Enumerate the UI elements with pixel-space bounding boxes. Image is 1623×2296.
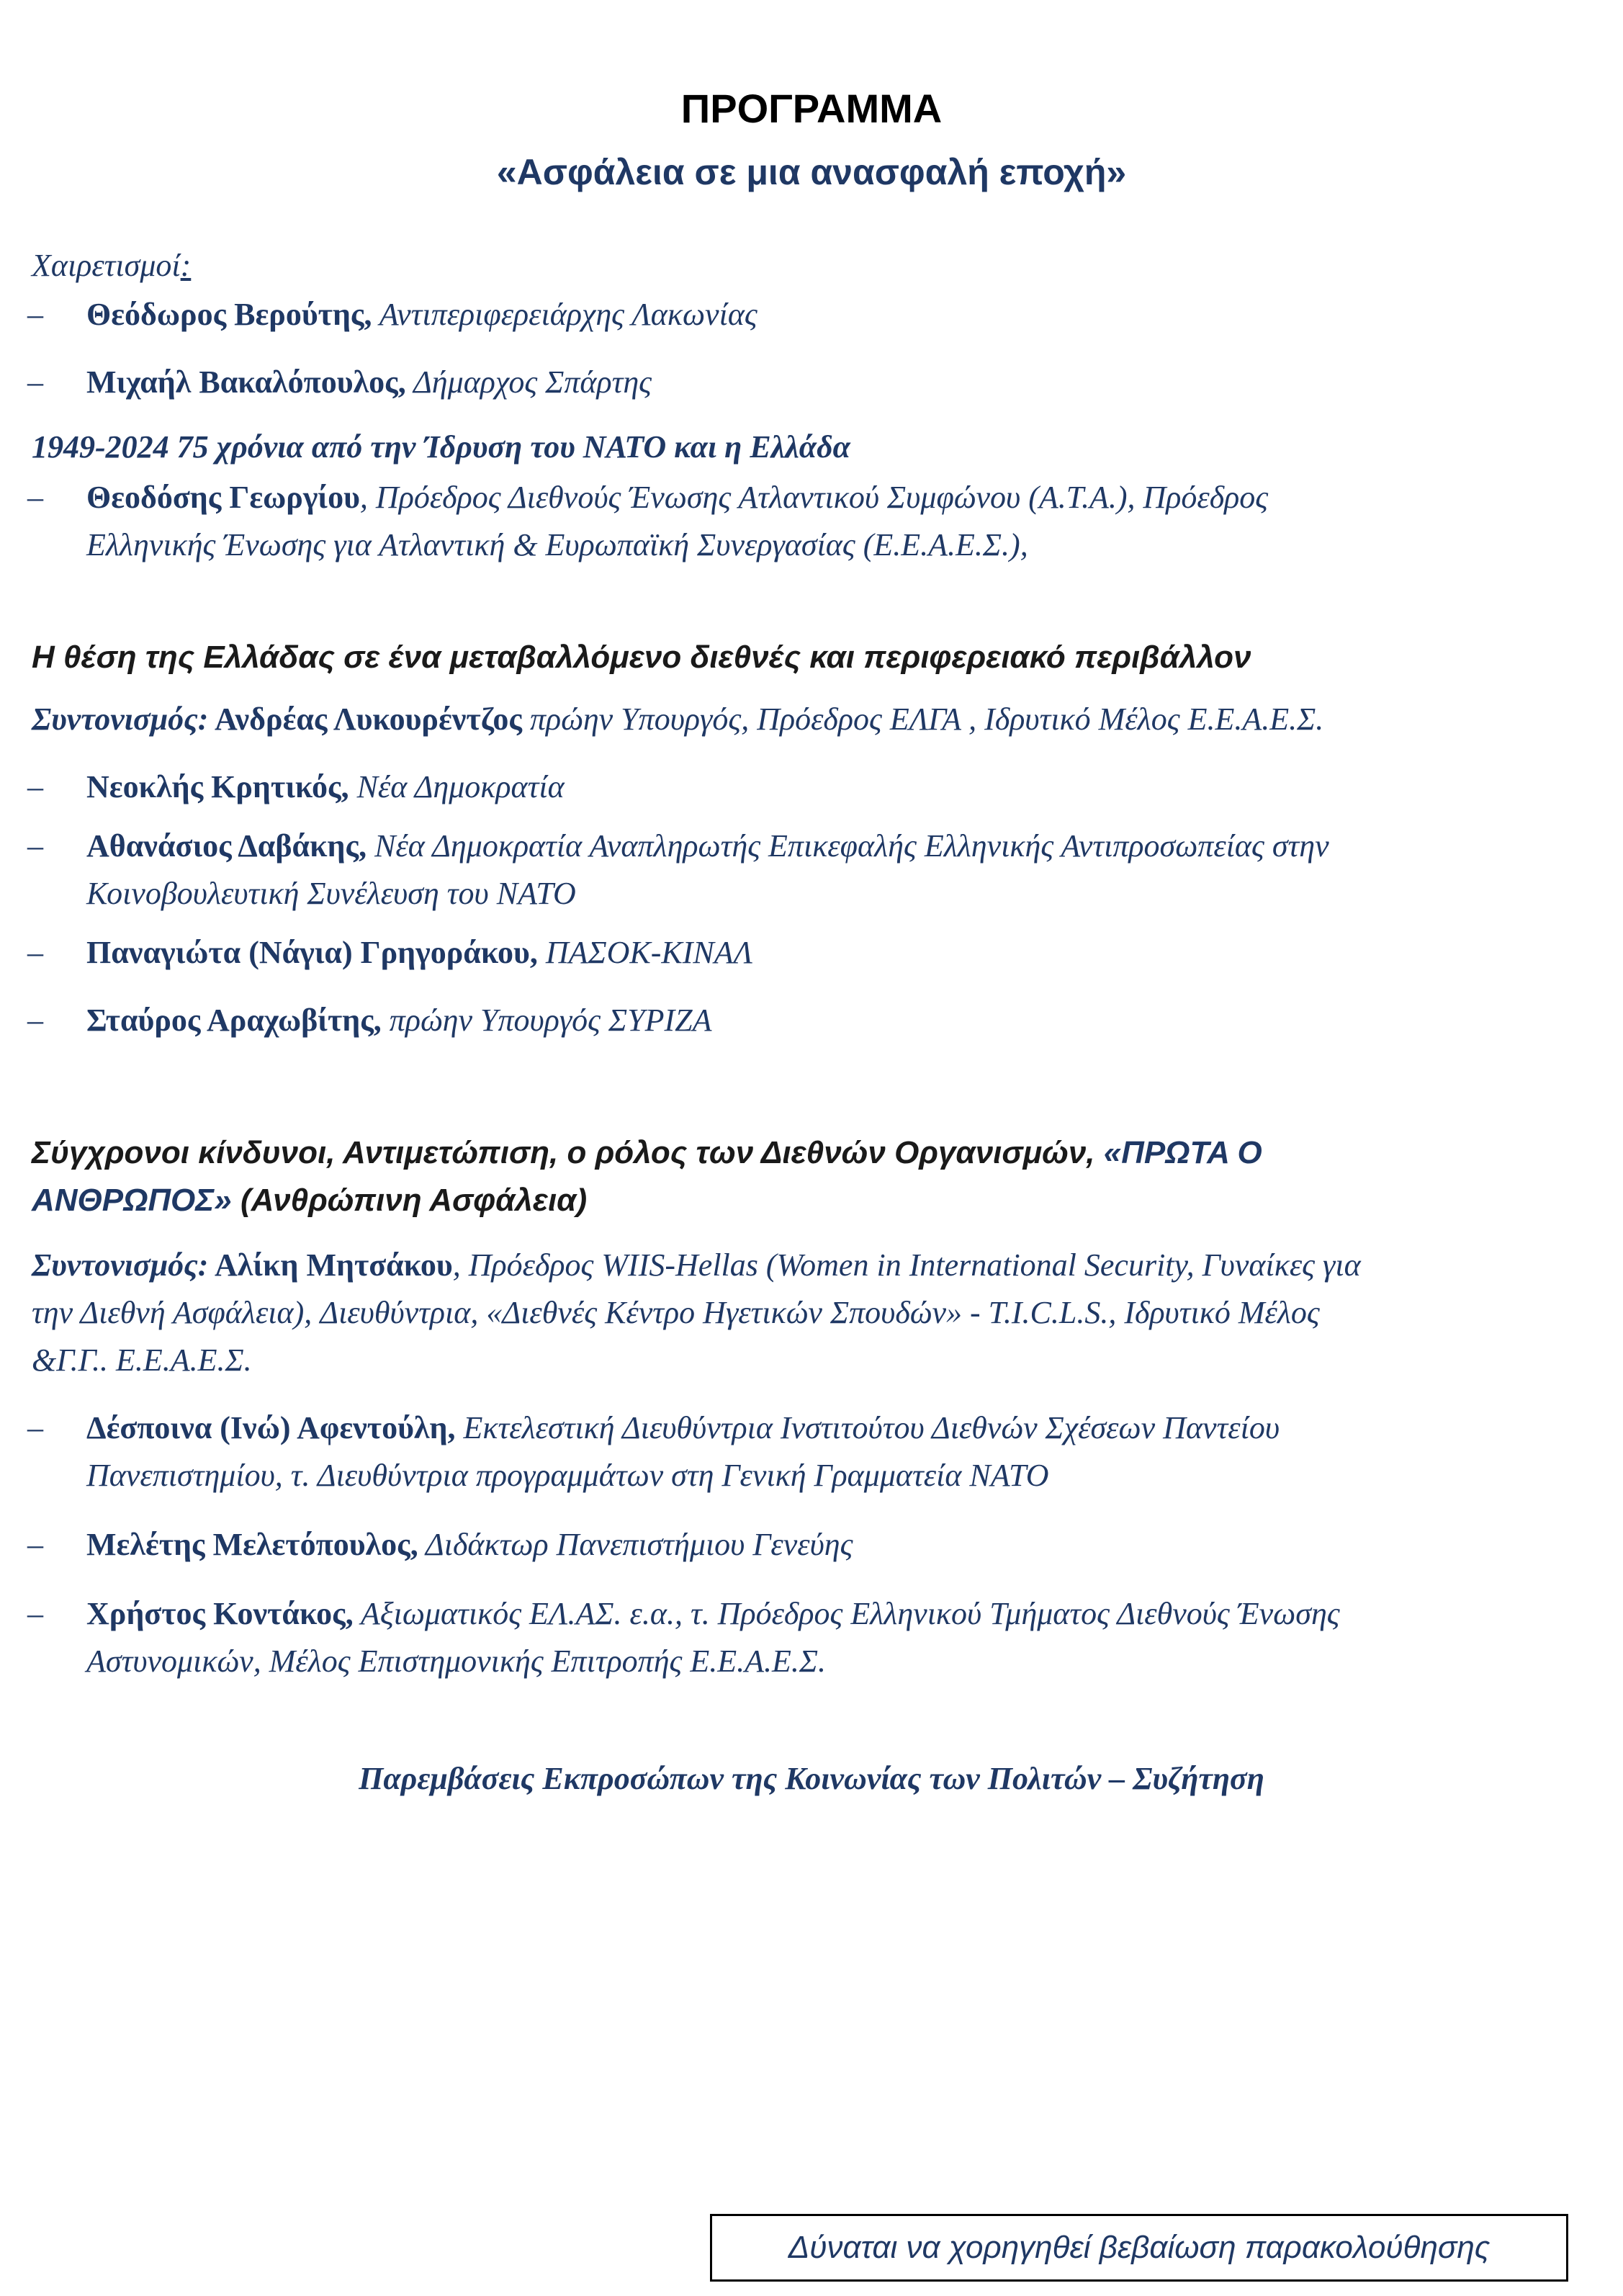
dash-bullet: – [27, 935, 43, 970]
speaker-name: Δέσποινα (Ινώ) Αφεντούλη, [86, 1410, 456, 1445]
list-item [27, 1521, 1570, 1569]
session1-coordinator: Συντονισμός: Ανδρέας Λυκουρέντζος πρώην Υπουργός, Πρόεδρος ΕΛΓΑ , Ιδρυτικό Μέλος Ε.Ε.Α.Ε.Σ. [32, 701, 1324, 737]
dash-bullet: – [27, 1003, 43, 1038]
speaker-role: Νέα Δημοκρατία Αναπληρωτής Επικεφαλής Ελληνικής Αντιπροσωπείας στην [367, 828, 1329, 864]
dash-bullet: – [27, 297, 43, 332]
list-item [27, 822, 1570, 918]
dash-bullet: – [27, 1596, 43, 1631]
dash-bullet: – [27, 828, 43, 864]
speaker-name: Μελέτης Μελετόπουλος, [86, 1527, 418, 1562]
speaker-name: Παναγιώτα (Νάγια) Γρηγοράκου, [86, 935, 538, 970]
speaker-name: Νεοκλής Κρητικός, [86, 769, 349, 804]
speaker-name: Αθανάσιος Δαβάκης, [86, 828, 367, 864]
speaker-role: , Πρόεδρος Διεθνούς Ένωσης Ατλαντικού Συμφώνου (Α.Τ.Α.), Πρόεδρος [359, 480, 1269, 515]
speaker-name: Μιχαήλ Βακαλόπουλος, [86, 364, 406, 400]
session2-heading: Σύγχρονοι κίνδυνοι, Αντιμετώπιση, ο ρόλος των Διεθνών Οργανισμών, «ΠΡΩΤΑ Ο ΑΝΘΡΩΠΟΣ» (Ανθρώπινη Ασφάλεια) [32, 1135, 1262, 1218]
speaker-role-cont: Κοινοβουλευτική Συνέλευση του ΝΑΤΟ [86, 876, 576, 911]
list-item [27, 291, 1570, 338]
list-item [27, 474, 1570, 569]
closing-line: Παρεμβάσεις Εκπροσώπων της Κοινωνίας των Πολιτών – Συζήτηση [359, 1761, 1264, 1796]
speaker-role: Εκτελεστική Διευθύντρια Ινστιτούτου Διεθνών Σχέσεων Παντείου [455, 1410, 1280, 1445]
speaker-role: ΠΑΣΟΚ-ΚΙΝΑΛ [537, 935, 753, 970]
speaker-name: Σταύρος Αραχωβίτης, [86, 1003, 382, 1038]
page-subtitle: «Ασφάλεια σε μια ανασφαλή εποχή» [496, 152, 1127, 192]
speaker-role: Νέα Δημοκρατία [349, 769, 565, 804]
list-item [27, 997, 1570, 1044]
greetings-label: Χαιρετισμοί: [32, 248, 192, 283]
list-item [27, 763, 1570, 811]
session2-coordinator: Συντονισμός: Αλίκη Μητσάκου, Πρόεδρος WIIS-Hellas (Women in International Security, Γυναίκες για την Διεθνή Ασφάλεια), Διευθύντρια, «Διεθνές Κέντρο Ηγετικών Σπουδών» - T.I.C.L.S., Ιδρυτικό Μέλος &Γ.Γ.. Ε.Ε.Α.Ε.Σ. [32, 1247, 1361, 1378]
speaker-role: Αξιωματικός ΕΛ.ΑΣ. ε.α., τ. Πρόεδρος Ελληνικού Τμήματος Διεθνούς Ένωσης [353, 1596, 1340, 1631]
speaker-role: Διδάκτωρ Πανεπιστήμιου Γενεύης [418, 1527, 853, 1562]
speaker-name: Θεόδωρος Βερούτης, [86, 297, 372, 332]
dash-bullet: – [27, 480, 43, 515]
nato-heading: 1949-2024 75 χρόνια από την Ίδρυση του ΝΑΤΟ και η Ελλάδα [32, 429, 850, 465]
dash-bullet: – [27, 364, 43, 400]
list-item [27, 1590, 1570, 1685]
speaker-name: Θεοδόσης Γεωργίου [86, 480, 360, 515]
speaker-role: Αντιπεριφερειάρχης Λακωνίας [372, 297, 757, 332]
speaker-role-cont: Αστυνομικών, Μέλος Επιστημονικής Επιτροπής Ε.Ε.Α.Ε.Σ. [86, 1643, 827, 1679]
dash-bullet: – [27, 1527, 43, 1562]
list-item [27, 359, 1570, 406]
page-title: ΠΡΟΓΡΑΜΜΑ [680, 86, 943, 131]
session1-heading: Η θέση της Ελλάδας σε ένα μεταβαλλόμενο διεθνές και περιφερειακό περιβάλλον [32, 640, 1251, 675]
speaker-name: Χρήστος Κοντάκος, [86, 1596, 354, 1631]
list-item [27, 929, 1570, 977]
dash-bullet: – [27, 1410, 43, 1445]
list-item [27, 1404, 1570, 1499]
speaker-role-cont: Πανεπιστημίου, τ. Διευθύντρια προγραμμάτων στη Γενική Γραμματεία ΝΑΤΟ [86, 1458, 1049, 1493]
speaker-role-cont: Ελληνικής Ένωσης για Ατλαντική & Ευρωπαϊκή Συνεργασίας (Ε.Ε.Α.Ε.Σ.), [86, 527, 1028, 562]
attendance-certificate-note: Δύναται να χορηγηθεί βεβαίωση παρακολούθησης [710, 2214, 1568, 2282]
speaker-role: Δήμαρχος Σπάρτης [405, 364, 652, 400]
dash-bullet: – [27, 769, 43, 804]
speaker-role: πρώην Υπουργός ΣΥΡΙΖΑ [381, 1003, 712, 1038]
